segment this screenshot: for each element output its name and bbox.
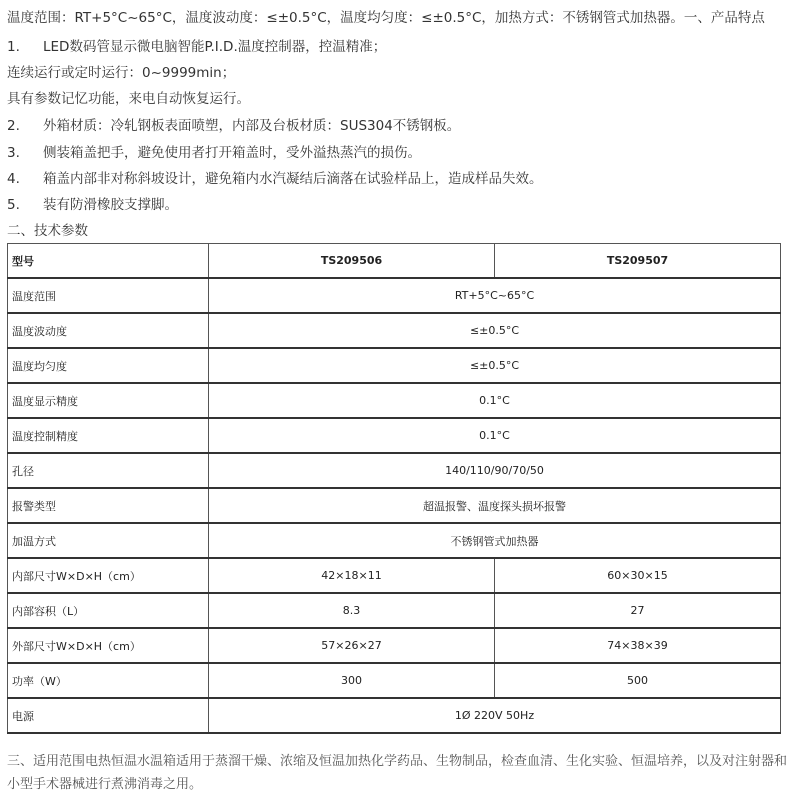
spec-table	[7, 243, 781, 734]
table-cell-value: RT+5°C~65°C	[209, 278, 781, 313]
table-cell-model: TS209506	[209, 244, 495, 279]
table-cell-label: 型号	[8, 244, 209, 279]
feature-text: 具有参数记忆功能，来电自动恢复运行。	[7, 91, 250, 107]
table-cell-label: 电源	[8, 698, 209, 733]
feature-number: 4.	[7, 171, 20, 187]
feature-text: 外箱材质：冷轧钢板表面喷塑，内部及台板材质：SUS304不锈钢板。	[43, 118, 461, 134]
table-row	[8, 418, 781, 453]
table-cell-value: ≤±0.5°C	[209, 313, 781, 348]
table-row	[8, 558, 781, 593]
feature-text: 连续运行或定时运行：0~9999min；	[7, 65, 236, 81]
feature-item	[7, 143, 421, 163]
table-row	[8, 313, 781, 348]
table-header-row	[8, 244, 781, 279]
table-cell-label: 温度均匀度	[8, 348, 209, 383]
table-cell-value: 140/110/90/70/50	[209, 453, 781, 488]
table-cell-value: 0.1°C	[209, 418, 781, 453]
table-cell-value: 300	[209, 663, 495, 698]
table-cell-value: 500	[495, 663, 781, 698]
feature-item	[7, 195, 178, 215]
feature-item	[7, 89, 250, 109]
feature-text: LED数码管显示微电脑智能P.I.D.温度控制器，控温精准；	[43, 39, 387, 55]
table-cell-label: 温度范围	[8, 278, 209, 313]
table-cell-label: 内部尺寸W×D×H（cm）	[8, 558, 209, 593]
table-cell-label: 孔径	[8, 453, 209, 488]
feature-text: 侧装箱盖把手，避免使用者打开箱盖时，受外溢热蒸汽的损伤。	[43, 145, 421, 161]
table-cell-value: 8.3	[209, 593, 495, 628]
table-row	[8, 278, 781, 313]
intro-line: 温度范围：RT+5°C~65°C，温度波动度：≤±0.5°C，温度均匀度：≤±0.5°C，加热方式：不锈钢管式加热器。一、产品特点	[7, 10, 765, 26]
table-cell-value: 超温报警、温度探头损坏报警	[209, 488, 781, 523]
table-cell-label: 功率（W）	[8, 663, 209, 698]
table-cell-value: ≤±0.5°C	[209, 348, 781, 383]
table-cell-label: 温度控制精度	[8, 418, 209, 453]
table-row	[8, 348, 781, 383]
feature-number: 1.	[7, 39, 20, 55]
table-cell-label: 外部尺寸W×D×H（cm）	[8, 628, 209, 663]
table-cell-value: 27	[495, 593, 781, 628]
table-cell-value: 0.1°C	[209, 383, 781, 418]
feature-number: 2.	[7, 118, 20, 134]
table-row	[8, 698, 781, 733]
table-row	[8, 488, 781, 523]
table-row	[8, 628, 781, 663]
table-row	[8, 593, 781, 628]
table-cell-value: 1Ø 220V 50Hz	[209, 698, 781, 733]
table-row	[8, 453, 781, 488]
section-title: 二、技术参数	[7, 223, 88, 239]
table-cell-value: 不锈钢管式加热器	[209, 523, 781, 558]
table-cell-label: 内部容积（L）	[8, 593, 209, 628]
feature-text: 装有防滑橡胶支撑脚。	[43, 197, 178, 213]
feature-number: 3.	[7, 145, 20, 161]
table-row	[8, 523, 781, 558]
table-cell-value: 42×18×11	[209, 558, 495, 593]
table-cell-label: 温度波动度	[8, 313, 209, 348]
table-cell-label: 加温方式	[8, 523, 209, 558]
feature-item	[7, 169, 543, 189]
table-row	[8, 663, 781, 698]
feature-item	[7, 37, 386, 57]
table-cell-value: 74×38×39	[495, 628, 781, 663]
table-cell-value: 60×30×15	[495, 558, 781, 593]
feature-item	[7, 63, 235, 83]
table-cell-value: 57×26×27	[209, 628, 495, 663]
table-cell-label: 报警类型	[8, 488, 209, 523]
table-row	[8, 383, 781, 418]
scope-paragraph: 三、适用范围电热恒温水温箱适用于蒸溜干燥、浓缩及恒温加热化学药品、生物制品，检查血清、生化实验、恒温培养，以及对注射器和小型手术器械进行煮沸消毒之用。	[7, 754, 788, 792]
feature-item	[7, 116, 460, 136]
table-cell-model: TS209507	[495, 244, 781, 279]
feature-number: 5.	[7, 197, 20, 213]
feature-text: 箱盖内部非对称斜坡设计，避免箱内水汽凝结后滴落在试验样品上，造成样品失效。	[43, 171, 543, 187]
table-cell-label: 温度显示精度	[8, 383, 209, 418]
